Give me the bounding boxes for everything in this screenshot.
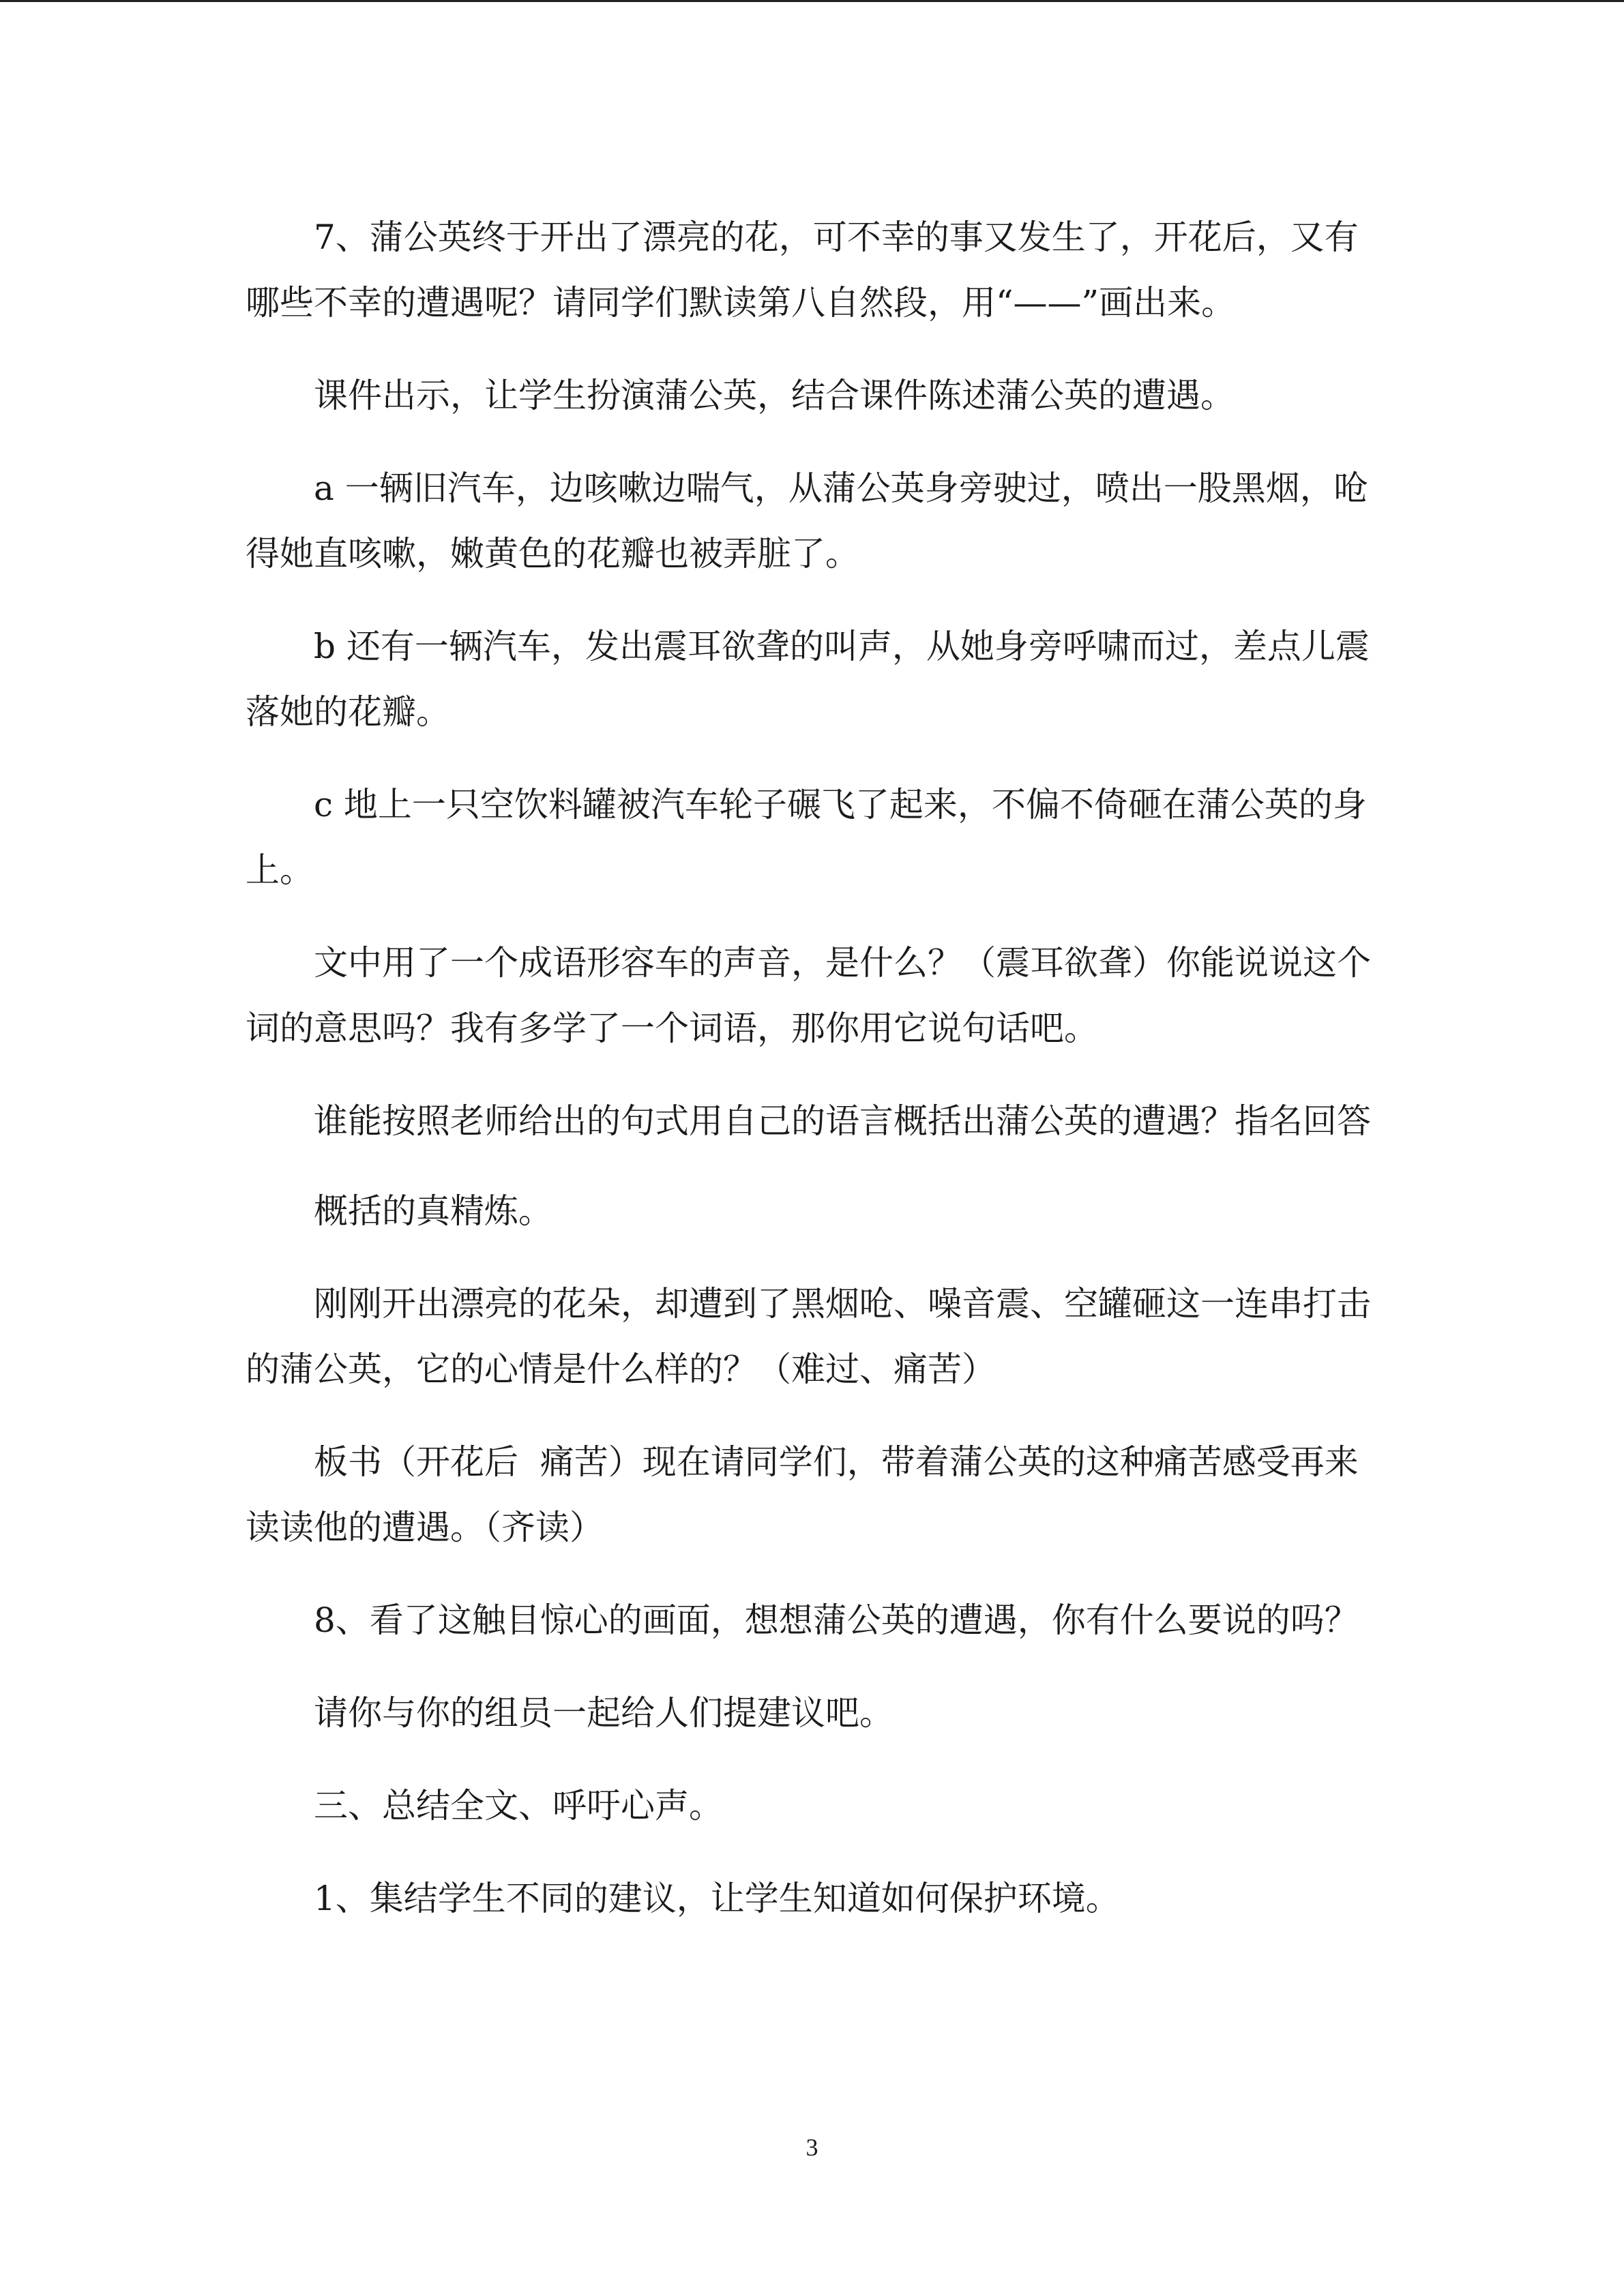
paragraph: 板书（开花后 痛苦）现在请同学们，带着蒲公英的这种痛苦感受再来读读他的遭遇。（齐读）	[246, 1442, 1359, 1547]
paragraph: 刚刚开出漂亮的花朵，却遭到了黑烟呛、噪音震、空罐砸这一连串打击的蒲公英，它的心情是什么样的？（难过、痛苦）	[246, 1284, 1371, 1389]
top-border-rule	[0, 0, 1624, 2]
paragraph: 7、蒲公英终于开出了漂亮的花，可不幸的事又发生了，开花后，又有哪些不幸的遭遇呢？请同学们默读第八自然段，用“——”画出来。	[246, 218, 1359, 323]
paragraph: 请你与你的组员一起给人们提建议吧。	[314, 1693, 894, 1733]
paragraph: c 地上一只空饮料罐被汽车轮子碾飞了起来，不偏不倚砸在蒲公英的身上。	[246, 785, 1367, 890]
paragraph: b 还有一辆汽车，发出震耳欲聋的叫声，从她身旁呼啸而过，差点儿震落她的花瓣。	[246, 627, 1370, 732]
paragraph: 三、总结全文、呼吁心声。	[314, 1786, 723, 1825]
paragraph: 8、看了这触目惊心的画面，想想蒲公英的遭遇，你有什么要说的吗？	[314, 1600, 1359, 1640]
paragraph: 谁能按照老师给出的句式用自己的语言概括出蒲公英的遭遇？指名回答	[314, 1101, 1371, 1141]
paragraph: 文中用了一个成语形容车的声音，是什么？（震耳欲聋）你能说说这个词的意思吗？我有多学了一个词语，那你用它说句话吧。	[246, 943, 1371, 1048]
paragraph: 课件出示，让学生扮演蒲公英，结合课件陈述蒲公英的遭遇。	[314, 376, 1235, 415]
page-number: 3	[806, 2134, 818, 2161]
paragraph: 概括的真精炼。	[314, 1191, 552, 1231]
document-body	[246, 205, 1378, 1958]
paragraph: 1、集结学生不同的建议，让学生知道如何保护环境。	[314, 1879, 1120, 1918]
paragraph: a 一辆旧汽车，边咳嗽边喘气，从蒲公英身旁驶过，喷出一股黑烟，呛得她直咳嗽，嫩黄色的花瓣也被弄脏了。	[246, 468, 1368, 573]
